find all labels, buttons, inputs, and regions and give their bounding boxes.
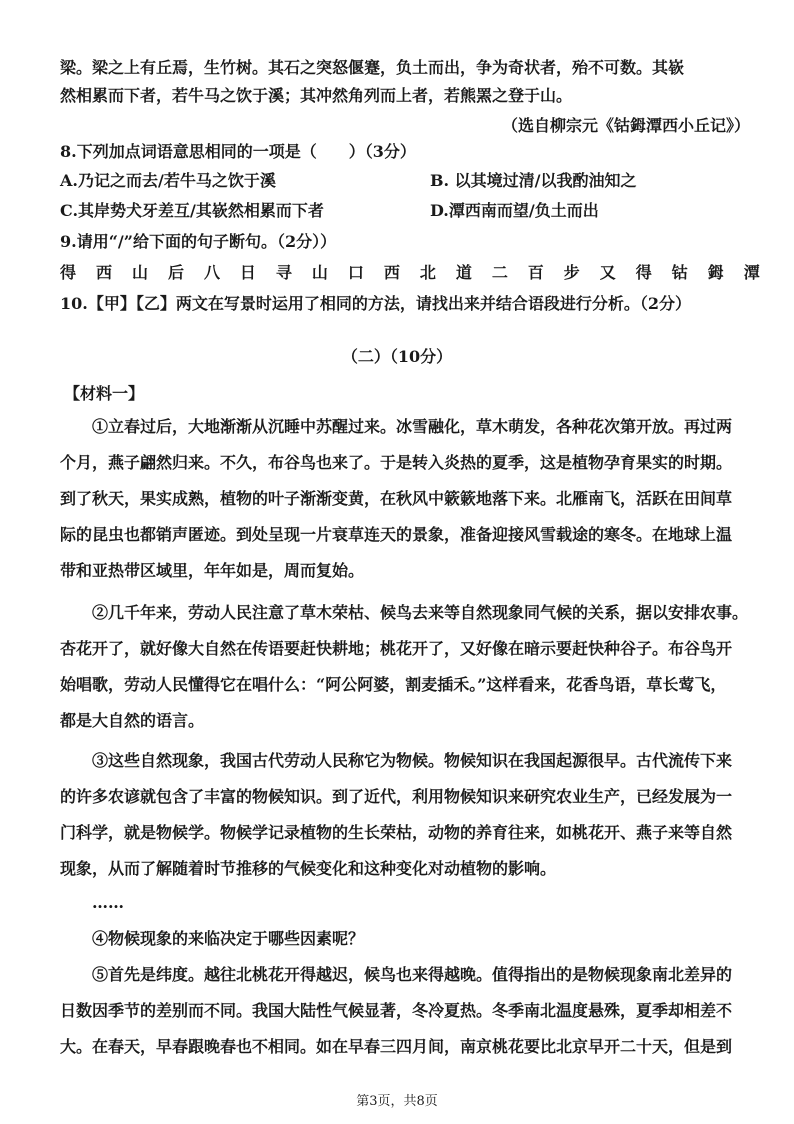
sentence-char: 北 [419,263,436,282]
paragraph-2-line: ②几千年来，劳动人民注意了草木荣枯、候鸟去来等自然现象同气候的关系，据以安排农事。 [92,603,749,622]
paragraph-1-line: 带和亚热带区域里，年年如是，周而复始。 [60,561,365,580]
sentence-char: 八 [203,263,220,282]
paragraph-4-line: ④物候现象的来临决定于哪些因素呢？ [92,929,365,948]
sentence-char: 西 [383,263,400,282]
section-title: （二）（10分） [341,347,453,366]
sentence-char: 道 [455,263,472,282]
page-number: 第3页，共8页 [356,1094,438,1109]
sentence-char: 钴 [671,263,688,282]
paragraph-5-line: 大。在春天，早春跟晚春也不相同。如在早春三四月间，南京桃花要比北京早开二十天，但是到 [60,1037,733,1056]
question-10-stem: 10.【甲】【乙】两文在写景时运用了相同的方法，请找出来并结合语段进行分析。（2分） [60,294,691,313]
paragraph-1-line: 到了秋天，果实成熟，植物的叶子渐渐变黄，在秋风中簌簌地落下来。北雁南飞，活跃在田间草 [60,489,733,508]
sentence-char: 口 [347,263,364,282]
passage-line-2: 然相累而下者，若牛马之饮于溪；其冲然角列而上者，若熊罴之登于山。 [60,86,573,105]
sentence-char: 后 [167,263,184,282]
passage-source: （选自柳宗元《钴鉧潭西小丘记》） [501,116,750,135]
question-9-sentence [60,262,760,284]
question-8-option-c: C.其岸势犬牙差互/其嵚然相累而下者 [60,201,324,220]
paragraph-2-line: 始唱歌，劳动人民懂得它在唱什么：“阿公阿婆，割麦插禾。”这样看来，花香鸟语，草长莺飞， [60,675,727,694]
paragraph-1-line: 际的昆虫也都销声匿迹。到处呈现一片衰草连天的景象，准备迎接风雪载途的寒冬。在地球上温 [60,525,733,544]
paragraph-1-line: ①立春过后，大地渐渐从沉睡中苏醒过来。冰雪融化，草木萌发，各种花次第开放。再过两 [92,417,733,436]
question-9-stem: 9.请用“/”给下面的句子断句。（2分）） [60,232,337,251]
ellipsis: …… [92,893,124,912]
sentence-char: 日 [239,263,256,282]
paragraph-2-line: 杏花开了，就好像大自然在传语要赶快耕地；桃花开了，又好像在暗示要赶快种谷子。布谷鸟开 [60,639,733,658]
paragraph-5-line: ⑤首先是纬度。越往北桃花开得越迟，候鸟也来得越晚。值得指出的是物候现象南北差异的 [92,965,733,984]
paragraph-3-line: ③这些自然现象，我国古代劳动人民称它为物候。物候知识在我国起源很早。古代流传下来 [92,751,733,770]
material-label: 【材料一】 [64,384,145,403]
passage-line-1: 梁。梁之上有丘焉，生竹树。其石之突怒偃蹇，负土而出，争为奇状者，殆不可数。其嵚 [60,58,685,77]
sentence-char: 二 [491,263,508,282]
question-8-option-b: B. 以其境过清/以我酌油知之 [430,171,637,190]
paragraph-3-line: 门科学，就是物候学。物候学记录植物的生长荣枯，动物的养育往来，如桃花开、燕子来等自然 [60,823,733,842]
sentence-char: 山 [311,263,328,282]
sentence-char: 得 [60,263,77,282]
sentence-char: 西 [95,263,112,282]
sentence-char: 百 [527,263,544,282]
sentence-char: 山 [131,263,148,282]
sentence-char: 鉧 [707,263,724,282]
paragraph-5-line: 日数因季节的差别而不同。我国大陆性气候显著，冬冷夏热。冬季南北温度悬殊，夏季却相差不 [60,1001,733,1020]
paragraph-3-line: 现象，从而了解随着时节推移的气候变化和这种变化对动植物的影响。 [60,859,557,878]
sentence-char: 又 [599,263,616,282]
sentence-char: 寻 [275,263,292,282]
question-8-option-a: A.乃记之而去/若牛马之饮于溪 [60,171,276,190]
sentence-char: 潭 [743,263,760,282]
sentence-char: 得 [635,263,652,282]
paragraph-2-line: 都是大自然的语言。 [60,711,205,730]
paragraph-3-line: 的许多农谚就包含了丰富的物候知识。到了近代，利用物候知识来研究农业生产，已经发展为一 [60,787,733,806]
paragraph-1-line: 个月，燕子翩然归来。不久，布谷鸟也来了。于是转入炎热的夏季，这是植物孕育果实的时期。 [60,453,733,472]
sentence-char: 步 [563,263,580,282]
question-8-stem: 8.下列加点词语意思相同的一项是（ ）（3分） [60,142,416,161]
question-8-option-d: D.潭西南而望/负土而出 [430,201,599,220]
